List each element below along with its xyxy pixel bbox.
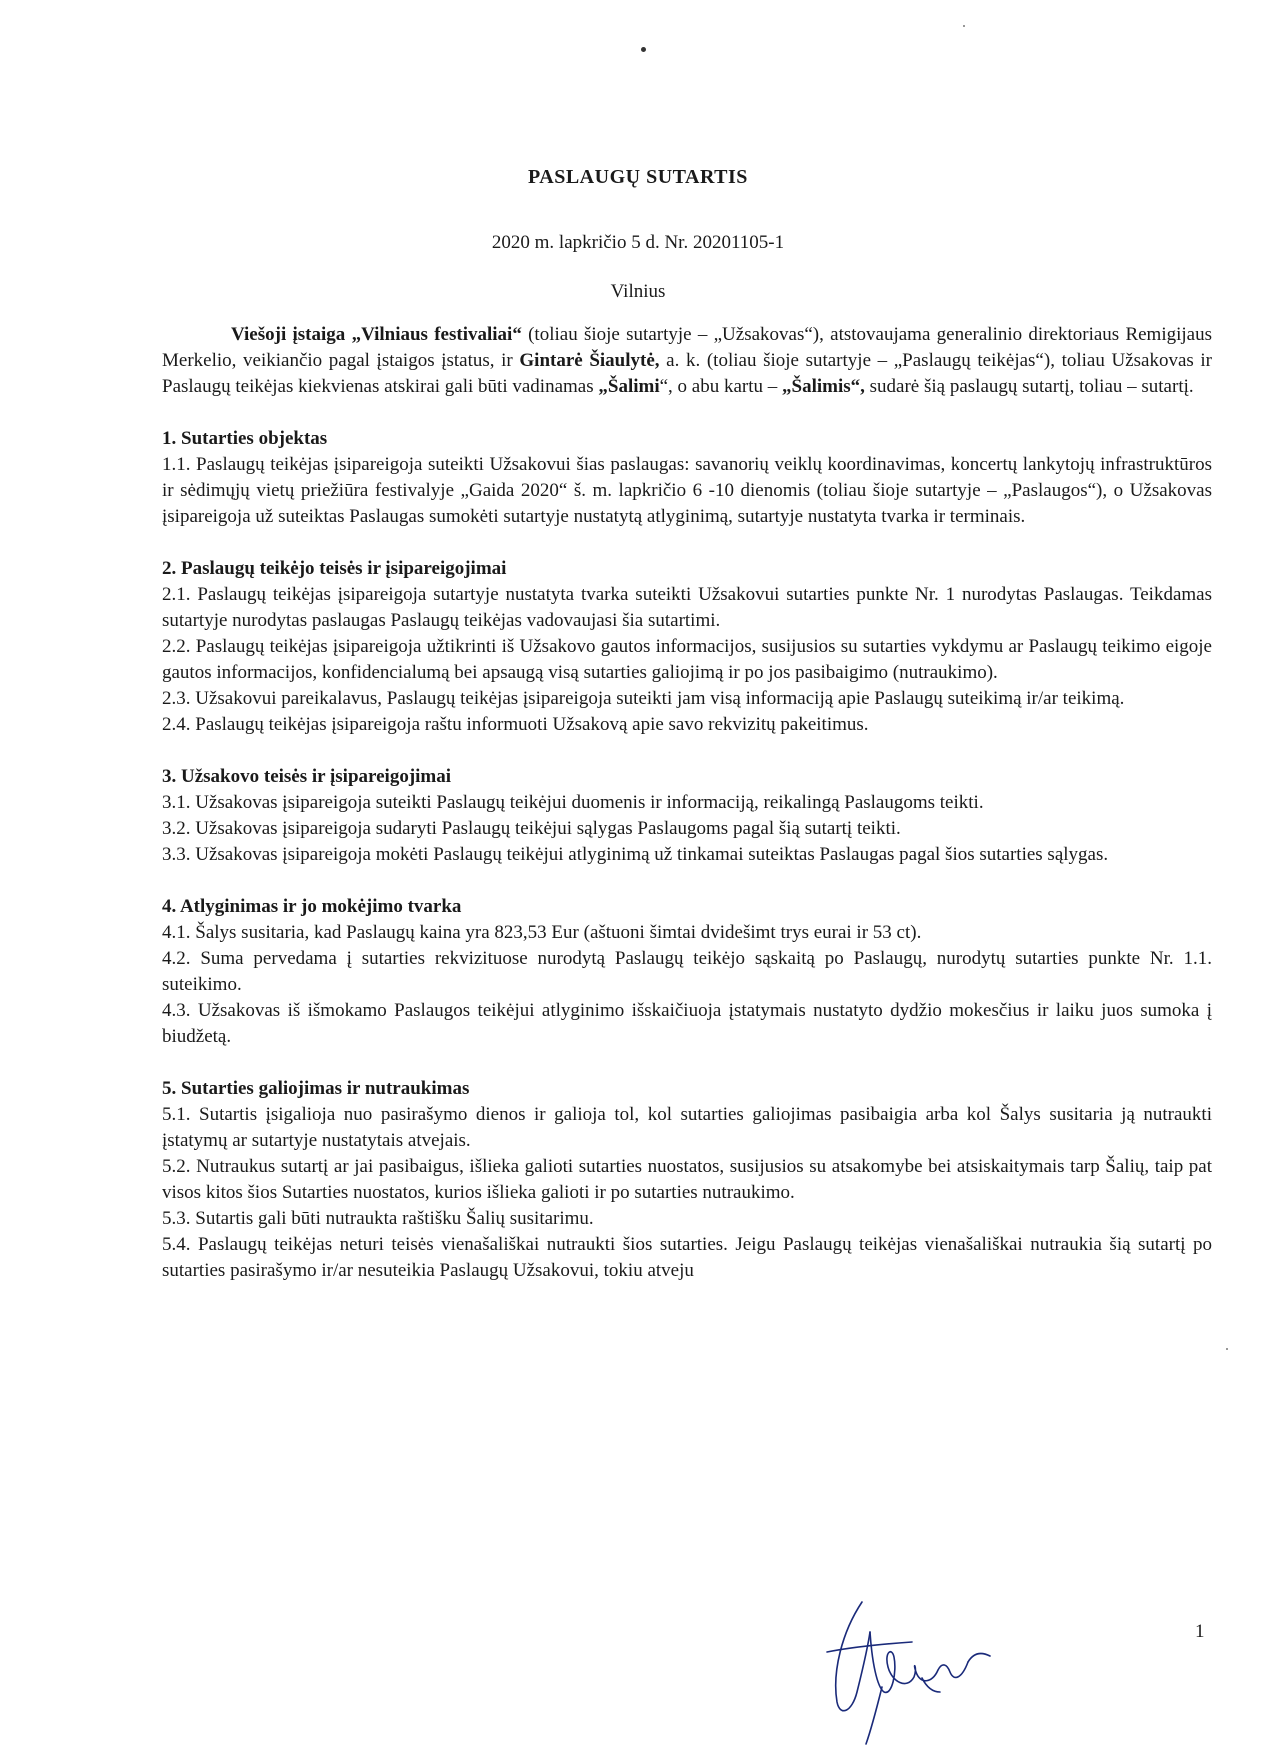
section-heading: 1. Sutarties objektas <box>162 428 328 449</box>
clause: 5.4. Paslaugų teikėjas neturi teisės vienašališkai nutraukti šios sutarties. Jeigu Paslaugų teikėjas vienašališkai nutraukia šią sutartį po sutarties pasirašymo ir/ar nesuteikia Paslaugų Užsakovui, tokiu atveju <box>162 1234 1212 1281</box>
scan-speck <box>1226 1348 1228 1350</box>
clause: 3.2. Užsakovas įsipareigoja sudaryti Paslaugų teikėjui sąlygas Paslaugoms pagal šią sutartį teikti. <box>162 818 901 839</box>
clause: 2.2. Paslaugų teikėjas įsipareigoja užtikrinti iš Užsakovo gautos informacijos, susijusios su sutarties vykdymu ar Paslaugų teikimo eigoje gautos informacijos, konfidencialumą bei apsaugą visą sutarties galiojimą ir po jos pasibaigimo (nutraukimo). <box>162 636 1212 683</box>
intro-paragraph <box>162 322 1212 400</box>
intro-text: a. k. (toliau šioje sutartyje – „Paslaugų teikėjas“), toliau Užsakovas ir Paslaugų teikėjas kiekvienas atskirai gali būti vadinamas <box>162 350 1212 397</box>
clause: 4.2. Suma pervedama į sutarties rekvizituose nurodytą Paslaugų teikėjo sąskaitą po Paslaugų, nurodytų sutarties punkte Nr. 1.1. suteikimo. <box>162 948 1212 995</box>
intro-text: sudarė šią paslaugų sutartį, toliau – sutartį. <box>864 376 1194 397</box>
clause: 5.3. Sutartis gali būti nutraukta raštišku Šalių susitarimu. <box>162 1208 594 1229</box>
clause: 3.1. Užsakovas įsipareigoja suteikti Paslaugų teikėjui duomenis ir informaciją, reikalingą Paslaugoms teikti. <box>162 792 984 813</box>
intro-text: “, o abu kartu – <box>659 376 783 397</box>
document-title: PASLAUGŲ SUTARTIS <box>528 166 748 188</box>
clause: 2.1. Paslaugų teikėjas įsipareigoja sutartyje nustatyta tvarka suteikti Užsakovui sutarties punkte Nr. 1 nurodytas Paslaugas. Teikdamas sutartyje nurodytas paslaugas Paslaugų teikėjas vadovaujasi šia sutartimi. <box>162 584 1212 631</box>
contract-body <box>162 322 1212 1284</box>
scan-speck <box>963 25 965 27</box>
clause: 1.1. Paslaugų teikėjas įsipareigoja suteikti Užsakovui šias paslaugas: savanorių veiklų koordinavimas, koncertų lankytojų infrastruktūros ir sėdimųjų vietų priežiūra festivalyje „Gaida 2020“ š. m. lapkričio 6 -10 dienomis (toliau šioje sutartyje – „Paslaugos“), o Užsakovas įsipareigoja už suteiktas Paslaugas sumokėti sutartyje nustatytą atlyginimą, sutartyje nustatyta tvarka ir terminais. <box>162 454 1212 527</box>
provider-name: Gintarė Šiaulytė, <box>519 350 660 371</box>
party-term: „Šalimi <box>598 376 660 397</box>
section-heading: 5. Sutarties galiojimas ir nutraukimas <box>162 1078 470 1099</box>
parties-term: „Šalimis“, <box>782 376 865 397</box>
section-heading: 4. Atlyginimas ir jo mokėjimo tvarka <box>162 896 462 917</box>
clause: 2.3. Užsakovui pareikalavus, Paslaugų teikėjas įsipareigoja suteikti jam visą informaciją apie Paslaugų suteikimą ir/ar teikimą. <box>162 688 1125 709</box>
section-heading: 3. Užsakovo teisės ir įsipareigojimai <box>162 766 452 787</box>
scan-mark <box>641 47 646 52</box>
page-number: 1 <box>1195 1621 1205 1642</box>
section-heading: 2. Paslaugų teikėjo teisės ir įsipareigojimai <box>162 558 507 579</box>
clause: 5.2. Nutraukus sutartį ar jai pasibaigus, išlieka galioti sutarties nuostatos, susijusios su atsakomybe bei atsiskaitymais tarp Šalių, taip pat visos kitos šios Sutarties nuostatos, kurios išlieka galioti ir po sutarties nutraukimo. <box>162 1156 1212 1203</box>
intro-text: (toliau šioje sutartyje – „Užsakovas“), atstovaujama generalinio direktoriaus Remigijaus Merkelio, veikiančio pagal įstaigos įstatus, ir <box>162 324 1212 371</box>
clause: 4.1. Šalys susitaria, kad Paslaugų kaina yra 823,53 Eur (aštuoni šimtai dvidešimt trys eurai ir 53 ct). <box>162 922 922 943</box>
clause: 2.4. Paslaugų teikėjas įsipareigoja raštu informuoti Užsakovą apie savo rekvizitų pakeitimus. <box>162 714 869 735</box>
clause: 4.3. Užsakovas iš išmokamo Paslaugos teikėjui atlyginimo išskaičiuoja įstatymais nustatyto dydžio mokesčius ir laiku juos sumoka į biudžetą. <box>162 1000 1212 1047</box>
contract-city: Vilnius <box>610 281 666 302</box>
clause: 3.3. Užsakovas įsipareigoja mokėti Paslaugų teikėjui atlyginimą už tinkamai suteiktas Paslaugas pagal šios sutarties sąlygas. <box>162 844 1109 865</box>
contract-date-number: 2020 m. lapkričio 5 d. Nr. 20201105-1 <box>491 232 785 253</box>
customer-name: Viešoji įstaiga „Vilniaus festivaliai“ <box>231 324 522 345</box>
clause: 5.1. Sutartis įsigalioja nuo pasirašymo dienos ir galioja tol, kol sutarties galiojimas pasibaigia arba kol Šalys susitaria ją nutraukti įstatymų ar sutartyje nustatytais atvejais. <box>162 1104 1212 1151</box>
signature-image <box>822 1592 1002 1752</box>
